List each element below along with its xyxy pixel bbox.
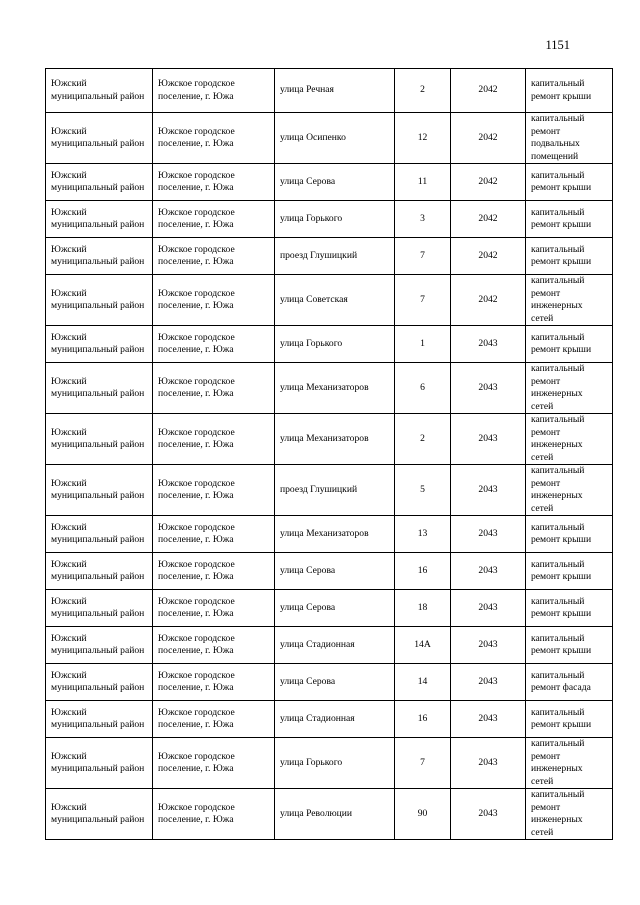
district-cell: Южский муниципальный район: [46, 363, 153, 414]
house-number-cell: 7: [395, 275, 451, 326]
house-number-cell: 14: [395, 664, 451, 701]
settlement-cell: Южское городское поселение, г. Южа: [153, 664, 275, 701]
settlement-cell: Южское городское поселение, г. Южа: [153, 363, 275, 414]
table-row: [46, 516, 613, 553]
year-cell: 2043: [451, 701, 526, 738]
settlement-cell: Южское городское поселение, г. Южа: [153, 414, 275, 465]
year-cell: 2042: [451, 201, 526, 238]
street-cell: улица Механизаторов: [275, 414, 395, 465]
table-row: [46, 738, 613, 789]
house-number-cell: 3: [395, 201, 451, 238]
house-number-cell: 6: [395, 363, 451, 414]
house-number-cell: 16: [395, 553, 451, 590]
repair-schedule-table: [45, 68, 613, 840]
year-cell: 2042: [451, 69, 526, 113]
settlement-cell: Южское городское поселение, г. Южа: [153, 69, 275, 113]
settlement-cell: Южское городское поселение, г. Южа: [153, 113, 275, 164]
district-cell: Южский муниципальный район: [46, 590, 153, 627]
table-row: [46, 275, 613, 326]
table-row: [46, 789, 613, 840]
work-type-cell: капитальный ремонт крыши: [526, 590, 613, 627]
settlement-cell: Южское городское поселение, г. Южа: [153, 201, 275, 238]
year-cell: 2043: [451, 664, 526, 701]
district-cell: Южский муниципальный район: [46, 465, 153, 516]
work-type-cell: капитальный ремонт крыши: [526, 69, 613, 113]
district-cell: Южский муниципальный район: [46, 738, 153, 789]
district-cell: Южский муниципальный район: [46, 238, 153, 275]
house-number-cell: 12: [395, 113, 451, 164]
table-row: [46, 238, 613, 275]
district-cell: Южский муниципальный район: [46, 326, 153, 363]
work-type-cell: капитальный ремонт инженерных сетей: [526, 465, 613, 516]
work-type-cell: капитальный ремонт подвальных помещений: [526, 113, 613, 164]
street-cell: улица Механизаторов: [275, 363, 395, 414]
work-type-cell: капитальный ремонт крыши: [526, 238, 613, 275]
district-cell: Южский муниципальный район: [46, 701, 153, 738]
table-row: [46, 201, 613, 238]
house-number-cell: 14А: [395, 627, 451, 664]
house-number-cell: 2: [395, 414, 451, 465]
year-cell: 2042: [451, 275, 526, 326]
table-row: [46, 664, 613, 701]
district-cell: Южский муниципальный район: [46, 414, 153, 465]
street-cell: улица Советская: [275, 275, 395, 326]
settlement-cell: Южское городское поселение, г. Южа: [153, 275, 275, 326]
table-body: [46, 69, 613, 840]
street-cell: улица Стадионная: [275, 701, 395, 738]
table-row: [46, 164, 613, 201]
work-type-cell: капитальный ремонт крыши: [526, 701, 613, 738]
year-cell: 2043: [451, 363, 526, 414]
year-cell: 2042: [451, 113, 526, 164]
house-number-cell: 5: [395, 465, 451, 516]
settlement-cell: Южское городское поселение, г. Южа: [153, 164, 275, 201]
street-cell: улица Горького: [275, 201, 395, 238]
house-number-cell: 7: [395, 738, 451, 789]
district-cell: Южский муниципальный район: [46, 664, 153, 701]
work-type-cell: капитальный ремонт инженерных сетей: [526, 275, 613, 326]
year-cell: 2043: [451, 326, 526, 363]
house-number-cell: 2: [395, 69, 451, 113]
work-type-cell: капитальный ремонт крыши: [526, 326, 613, 363]
district-cell: Южский муниципальный район: [46, 553, 153, 590]
house-number-cell: 7: [395, 238, 451, 275]
house-number-cell: 90: [395, 789, 451, 840]
work-type-cell: капитальный ремонт крыши: [526, 164, 613, 201]
work-type-cell: капитальный ремонт крыши: [526, 516, 613, 553]
district-cell: Южский муниципальный район: [46, 113, 153, 164]
house-number-cell: 11: [395, 164, 451, 201]
table-row: [46, 701, 613, 738]
settlement-cell: Южское городское поселение, г. Южа: [153, 627, 275, 664]
work-type-cell: капитальный ремонт крыши: [526, 553, 613, 590]
work-type-cell: капитальный ремонт инженерных сетей: [526, 363, 613, 414]
street-cell: улица Серова: [275, 664, 395, 701]
district-cell: Южский муниципальный район: [46, 789, 153, 840]
year-cell: 2043: [451, 516, 526, 553]
settlement-cell: Южское городское поселение, г. Южа: [153, 789, 275, 840]
table-row: [46, 69, 613, 113]
district-cell: Южский муниципальный район: [46, 627, 153, 664]
street-cell: улица Серова: [275, 164, 395, 201]
year-cell: 2043: [451, 789, 526, 840]
work-type-cell: капитальный ремонт фасада: [526, 664, 613, 701]
work-type-cell: капитальный ремонт крыши: [526, 201, 613, 238]
work-type-cell: капитальный ремонт крыши: [526, 627, 613, 664]
table-row: [46, 553, 613, 590]
work-type-cell: капитальный ремонт инженерных сетей: [526, 789, 613, 840]
street-cell: улица Речная: [275, 69, 395, 113]
street-cell: улица Осипенко: [275, 113, 395, 164]
settlement-cell: Южское городское поселение, г. Южа: [153, 701, 275, 738]
street-cell: улица Горького: [275, 326, 395, 363]
street-cell: улица Серова: [275, 590, 395, 627]
house-number-cell: 18: [395, 590, 451, 627]
street-cell: улица Горького: [275, 738, 395, 789]
district-cell: Южский муниципальный район: [46, 275, 153, 326]
year-cell: 2043: [451, 553, 526, 590]
page-number: 1151: [545, 38, 570, 52]
table-row: [46, 113, 613, 164]
settlement-cell: Южское городское поселение, г. Южа: [153, 238, 275, 275]
street-cell: улица Серова: [275, 553, 395, 590]
street-cell: улица Механизаторов: [275, 516, 395, 553]
settlement-cell: Южское городское поселение, г. Южа: [153, 553, 275, 590]
settlement-cell: Южское городское поселение, г. Южа: [153, 516, 275, 553]
year-cell: 2043: [451, 590, 526, 627]
district-cell: Южский муниципальный район: [46, 164, 153, 201]
table-row: [46, 414, 613, 465]
settlement-cell: Южское городское поселение, г. Южа: [153, 326, 275, 363]
house-number-cell: 13: [395, 516, 451, 553]
year-cell: 2043: [451, 465, 526, 516]
year-cell: 2043: [451, 627, 526, 664]
settlement-cell: Южское городское поселение, г. Южа: [153, 465, 275, 516]
year-cell: 2042: [451, 238, 526, 275]
street-cell: улица Революции: [275, 789, 395, 840]
year-cell: 2043: [451, 414, 526, 465]
table-row: [46, 590, 613, 627]
work-type-cell: капитальный ремонт инженерных сетей: [526, 414, 613, 465]
table-row: [46, 465, 613, 516]
street-cell: улица Стадионная: [275, 627, 395, 664]
settlement-cell: Южское городское поселение, г. Южа: [153, 590, 275, 627]
district-cell: Южский муниципальный район: [46, 516, 153, 553]
house-number-cell: 16: [395, 701, 451, 738]
district-cell: Южский муниципальный район: [46, 69, 153, 113]
street-cell: проезд Глушицкий: [275, 465, 395, 516]
street-cell: проезд Глушицкий: [275, 238, 395, 275]
work-type-cell: капитальный ремонт инженерных сетей: [526, 738, 613, 789]
house-number-cell: 1: [395, 326, 451, 363]
year-cell: 2043: [451, 738, 526, 789]
settlement-cell: Южское городское поселение, г. Южа: [153, 738, 275, 789]
district-cell: Южский муниципальный район: [46, 201, 153, 238]
table-row: [46, 627, 613, 664]
table-row: [46, 363, 613, 414]
table-row: [46, 326, 613, 363]
year-cell: 2042: [451, 164, 526, 201]
